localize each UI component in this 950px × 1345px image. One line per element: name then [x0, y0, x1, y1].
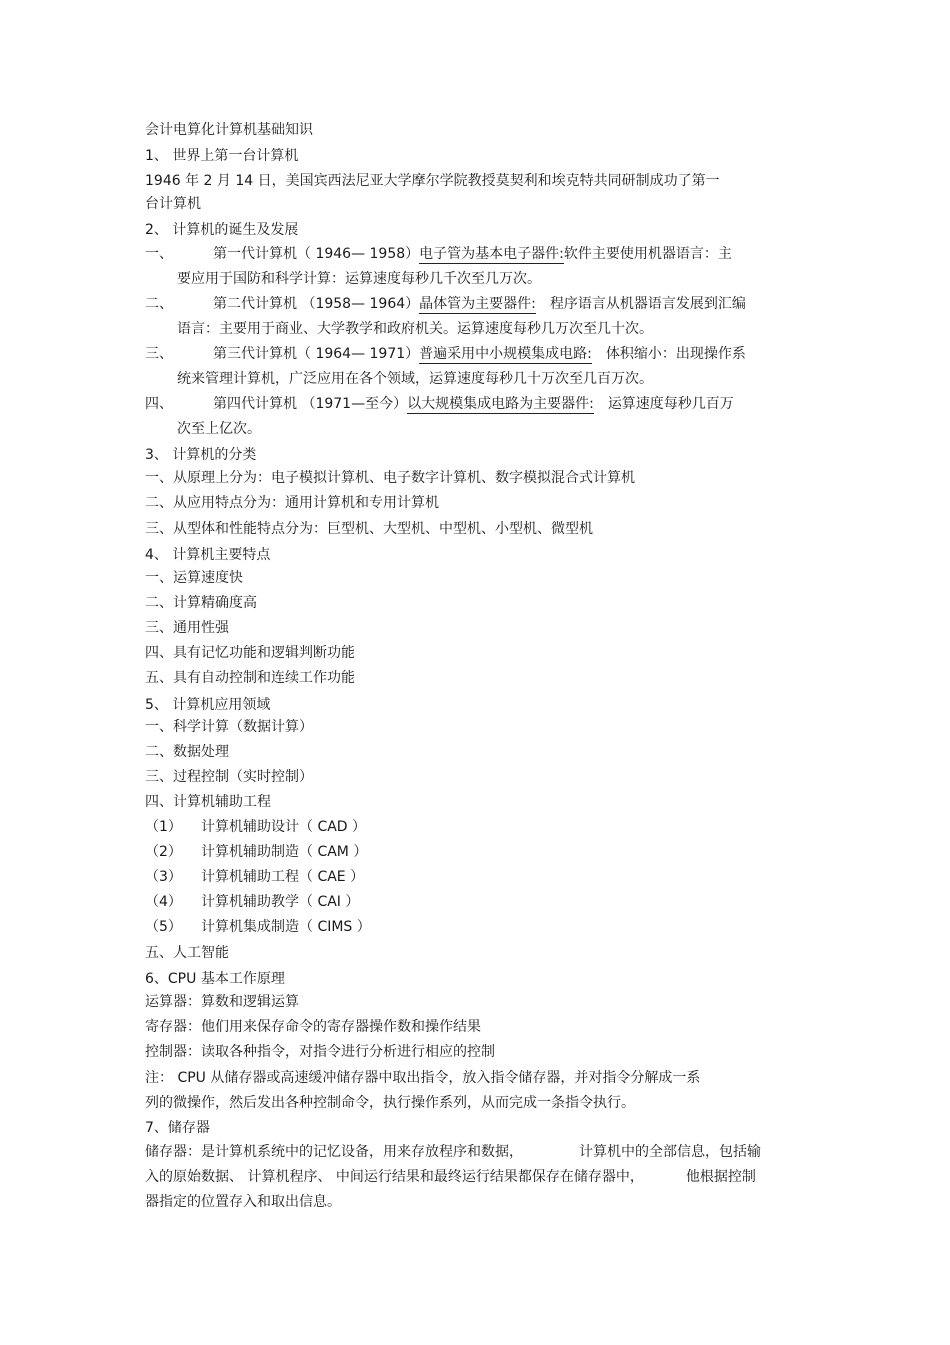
- sub-list-item: [145, 918, 371, 936]
- sub-list-item: [145, 843, 367, 861]
- sub-item-text: 计算机辅助设计（ CAD ）: [201, 819, 367, 835]
- generation-item-cont: 次至上亿次。: [177, 421, 261, 437]
- generation-label: 第三代计算机（ 1964— 1971）: [213, 346, 420, 362]
- page-title: 会计电算化计算机基础知识: [145, 122, 313, 138]
- sub-item-number: （4）: [145, 894, 182, 910]
- key-component: 普遍采用中小规模集成电路:: [419, 346, 592, 362]
- section-3-heading: 3、 计算机的分类: [145, 447, 257, 463]
- list-item: 四、计算机辅助工程: [145, 794, 271, 810]
- list-item: 一、从原理上分为：电子模拟计算机、电子数字计算机、数字模拟混合式计算机: [145, 470, 635, 486]
- section-1-text-line: 台计算机: [145, 196, 201, 212]
- generation-item: [145, 295, 746, 313]
- text-line: 运算器：算数和逻辑运算: [145, 994, 299, 1010]
- generation-item-cont: 语言：主要用于商业、大学教学和政府机关。运算速度每秒几万次至几十次。: [177, 321, 653, 337]
- list-item: 四、具有记忆功能和逻辑判断功能: [145, 645, 355, 661]
- generation-label: 第二代计算机 （1958— 1964）: [213, 296, 420, 312]
- text-part: 他根据控制: [685, 1169, 756, 1185]
- list-item: 五、人工智能: [145, 945, 229, 961]
- list-item: 二、数据处理: [145, 744, 229, 760]
- list-item: 三、通用性强: [145, 620, 229, 636]
- list-item: 五、具有自动控制和连续工作功能: [145, 670, 355, 686]
- generation-item-cont: 统来管理计算机，广泛应用在各个领域，运算速度每秒几十万次至几百万次。: [177, 371, 653, 387]
- sub-item-number: （3）: [145, 869, 182, 885]
- sub-item-number: （2）: [145, 844, 182, 860]
- section-5-heading: 5、 计算机应用领域: [145, 697, 271, 713]
- generation-item: [145, 245, 732, 263]
- generation-item-cont: 要应用于国防和科学计算：运算速度每秒几千次至几万次。: [177, 271, 541, 287]
- text-line: 器指定的位置存入和取出信息。: [145, 1194, 341, 1210]
- generation-desc: 程序语言从机器语言发展到汇编: [549, 296, 746, 312]
- item-number: 三、: [145, 346, 173, 362]
- generation-item: [145, 395, 734, 413]
- key-component: 电子管为基本电子器件:: [419, 246, 564, 262]
- text-line: [145, 1143, 761, 1161]
- key-component: 以大规模集成电路为主要器件:: [407, 396, 594, 412]
- list-item: 一、科学计算（数据计算）: [145, 719, 313, 735]
- key-component: 晶体管为主要器件:: [419, 296, 536, 312]
- section-1-text-line: 1946 年 2 月 14 日，美国宾西法尼亚大学摩尔学院教授莫契利和埃克特共同研制成功了第一: [145, 173, 720, 189]
- sub-list-item: [145, 868, 364, 886]
- sub-item-text: 计算机辅助教学（ CAI ）: [201, 894, 360, 910]
- text-line: 注： CPU 从储存器或高速缓冲储存器中取出指令，放入指令储存器，并对指令分解成一系: [145, 1070, 701, 1086]
- list-item: 二、计算精确度高: [145, 595, 257, 611]
- list-item: 二、从应用特点分为：通用计算机和专用计算机: [145, 495, 439, 511]
- sub-item-text: 计算机辅助工程（ CAE ）: [201, 869, 365, 885]
- text-part: 计算机中的全部信息，包括输: [579, 1144, 761, 1160]
- item-number: 一、: [145, 246, 173, 262]
- sub-item-text: 计算机辅助制造（ CAM ）: [201, 844, 368, 860]
- section-6-heading: 6、CPU 基本工作原理: [145, 971, 285, 987]
- list-item: 三、过程控制（实时控制）: [145, 769, 313, 785]
- section-2-heading: 2、 计算机的诞生及发展: [145, 222, 299, 238]
- text-line: 寄存器：他们用来保存命令的寄存器操作数和操作结果: [145, 1019, 481, 1035]
- list-item: 一、运算速度快: [145, 570, 243, 586]
- generation-label: 第一代计算机（ 1946— 1958）: [213, 246, 420, 262]
- sub-item-number: （1）: [145, 819, 182, 835]
- text-part: 入的原始数据、 计算机程序、 中间运行结果和最终运行结果都保存在储存器中，: [145, 1169, 644, 1185]
- generation-desc: 运算速度每秒几百万: [607, 396, 734, 412]
- sub-item-number: （5）: [145, 919, 182, 935]
- list-item: 三、从型体和性能特点分为：巨型机、大型机、中型机、小型机、微型机: [145, 521, 593, 537]
- sub-list-item: [145, 893, 359, 911]
- generation-label: 第四代计算机 （1971—至今）: [213, 396, 408, 412]
- generation-desc: 软件主要使用机器语言：主: [563, 246, 732, 262]
- sub-list-item: [145, 818, 366, 836]
- text-part: 储存器：是计算机系统中的记忆设备，用来存放程序和数据，: [145, 1144, 523, 1160]
- sub-item-text: 计算机集成制造（ CIMS ）: [201, 919, 371, 935]
- generation-item: [145, 345, 746, 363]
- text-line: [145, 1168, 756, 1186]
- section-7-heading: 7、储存器: [145, 1120, 210, 1136]
- item-number: 四、: [145, 396, 173, 412]
- section-4-heading: 4、 计算机主要特点: [145, 547, 271, 563]
- generation-desc: 体积缩小：出现操作系: [605, 346, 746, 362]
- section-1-heading: 1、 世界上第一台计算机: [145, 148, 299, 164]
- item-number: 二、: [145, 296, 173, 312]
- text-line: 列的微操作，然后发出各种控制命令，执行操作系列，从而完成一条指令执行。: [145, 1095, 635, 1111]
- text-line: 控制器：读取各种指令，对指令进行分析进行相应的控制: [145, 1044, 495, 1060]
